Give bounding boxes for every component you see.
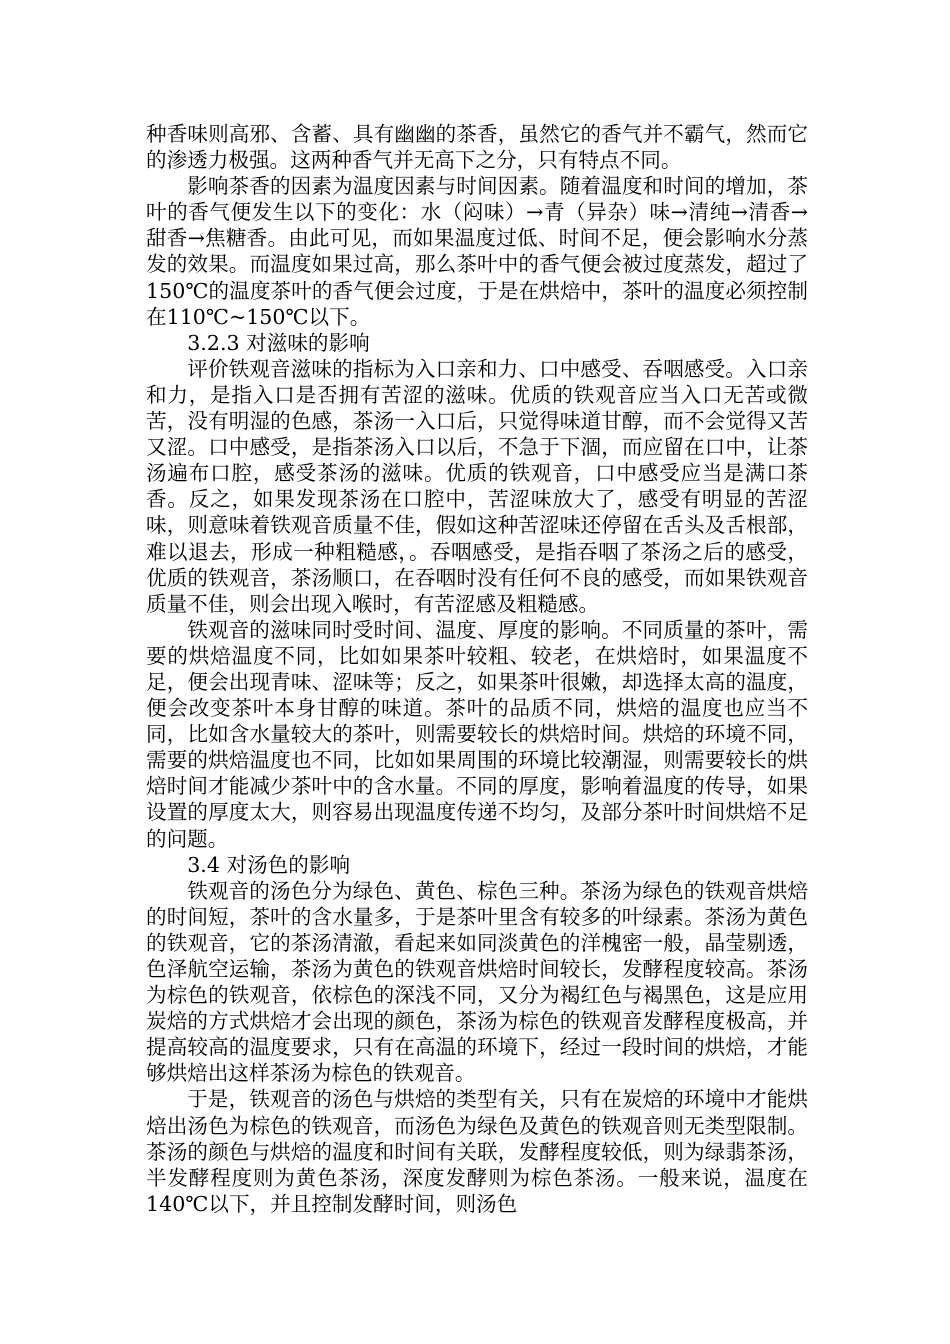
paragraph-taste-factors: 铁观音的滋味同时受时间、温度、厚度的影响。不同质量的茶叶，需要的烘焙温度不同，比如如果茶叶较粗、较老，在烘焙时，如果温度不足，便会出现青味、涩味等；反之，如果茶叶很嫩，却选择太高的温度，便会改变茶叶本身甘醇的味道。茶叶的品质不同，烘焙的温度也应当不同，比如含水量较大的茶叶，则需要较长的烘焙时间。烘焙的环境不同，需要的烘焙温度也不同，比如如果周围的环境比较潮湿，则需要较长的烘焙时间才能减少茶叶中的含水量。不同的厚度，影响着温度的传导，如果设置的厚度太大，则容易出现温度传递不均匀，及部分茶叶时间烘焙不足的问题。	[146, 617, 808, 851]
paragraph-liquor-color-conclusion: 于是，铁观音的汤色与烘焙的类型有关，只有在炭焙的环境中才能烘焙出汤色为棕色的铁观音，而汤色为绿色及黄色的铁观音则无类型限制。茶汤的颜色与烘焙的温度和时间有关联，发酵程度较低，则为绿翡茶汤，半发酵程度则为黄色茶汤，深度发酵则为棕色茶汤。一般来说，温度在140℃以下，并且控制发酵时间，则汤色	[146, 1087, 808, 1216]
document-page	[146, 121, 808, 1217]
section-heading-taste: 3.2.3 对滋味的影响	[187, 330, 370, 355]
paragraph-continued: 种香味则高邪、含蓄、具有幽幽的茶香，虽然它的香气并不霸气，然而它的渗透力极强。这两种香气并无高下之分，只有特点不同。	[146, 122, 808, 173]
paragraph-aroma-factors: 影响茶香的因素为温度因素与时间因素。随着温度和时间的增加，茶叶的香气便发生以下的变化：水（闷味）→青（异杂）味→清纯→清香→甜香→焦糖香。由此可见，而如果温度过低、时间不足，便会影响水分蒸发的效果。而温度如果过高，那么茶叶中的香气便会被过度蒸发，超过了150℃的温度茶叶的香气便会过度，于是在烘焙中，茶叶的温度必须控制在110℃~150℃以下。	[146, 174, 808, 329]
paragraph-liquor-color-types: 铁观音的汤色分为绿色、黄色、棕色三种。茶汤为绿色的铁观音烘焙的时间短，茶叶的含水量多，于是茶叶里含有较多的叶绿素。茶汤为黄色的铁观音，它的茶汤清澈，看起来如同淡黄色的洋槐密一般，晶莹剔透，色泽航空运输，茶汤为黄色的铁观音烘焙时间较长，发酵程度较高。茶汤为棕色的铁观音，依棕色的深浅不同，又分为褐红色与褐黑色，这是应用炭焙的方式烘焙才会出现的颜色，茶汤为棕色的铁观音发酵程度极高，并提高较高的温度要求，只有在高温的环境下，经过一段时间的烘焙，才能够烘焙出这样茶汤为棕色的铁观音。	[146, 878, 808, 1086]
section-heading-liquor-color: 3.4 对汤色的影响	[187, 852, 351, 877]
paragraph-taste-indicators: 评价铁观音滋味的指标为入口亲和力、口中感受、吞咽感受。入口亲和力，是指入口是否拥有苦涩的滋味。优质的铁观音应当入口无苦或微苦，没有明湿的色感，茶汤一入口后，只觉得味道甘醇，而不会觉得又苦又涩。口中感受，是指茶汤入口以后，不急于下涸，而应留在口中，让茶汤遍布口腔，感受茶汤的滋味。优质的铁观音，口中感受应当是满口茶香。反之，如果发现茶汤在口腔中，苦涩味放大了，感受有明显的苦涩味，则意味着铁观音质量不佳，假如这种苦涩味还停留在舌头及舌根部，难以退去，形成一种粗糙感，。吞咽感受，是指吞咽了茶汤之后的感受，优质的铁观音，茶汤顺口，在吞咽时没有任何不良的感受，而如果铁观音质量不佳，则会出现入喉时，有苦涩感及粗糙感。	[146, 356, 808, 616]
